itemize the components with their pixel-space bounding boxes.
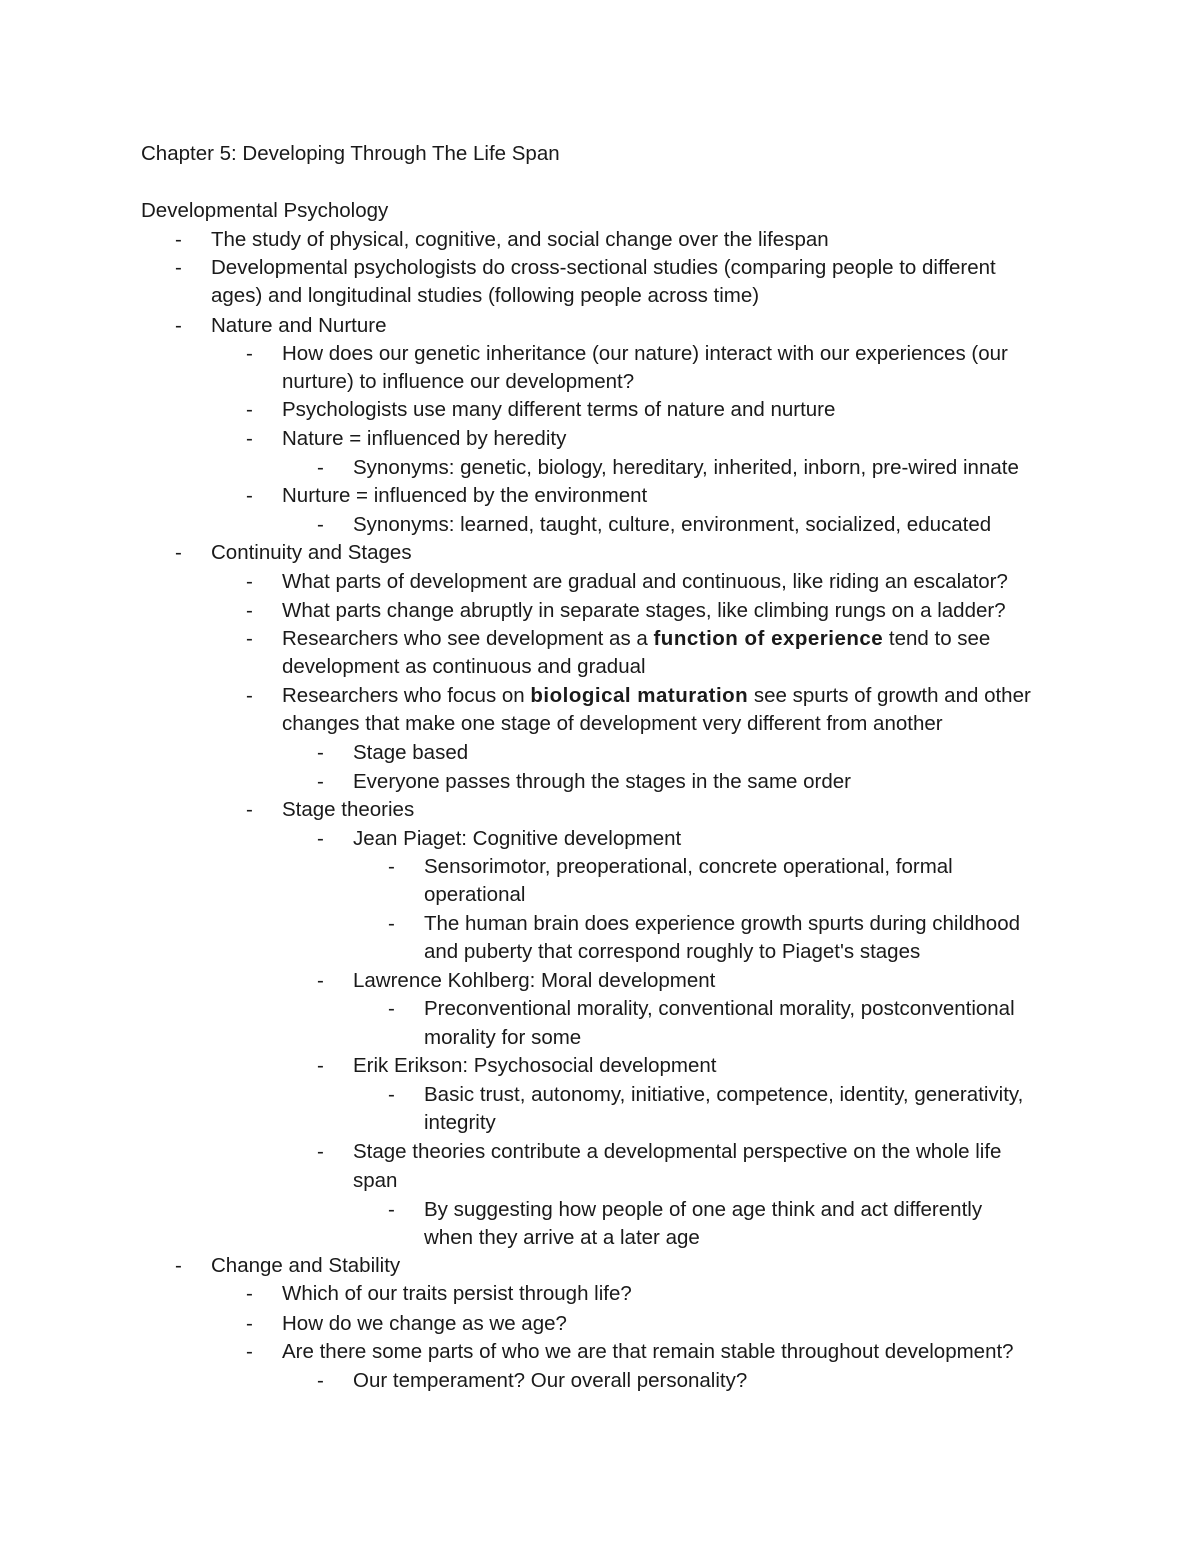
bullet-dash: - (317, 1140, 324, 1163)
text-run: Researchers who focus on (282, 684, 531, 707)
bullet-dash: - (388, 1198, 395, 1221)
bullet-dash: - (246, 1312, 253, 1335)
bullet-dash: - (317, 513, 324, 536)
bullet-dash: - (388, 997, 395, 1020)
bullet-dash: - (388, 912, 395, 935)
list-item-contribute: Stage theories contribute a developmental perspective on the whole life (353, 1140, 1002, 1163)
bullet-dash: - (317, 969, 324, 992)
bullet-dash: - (175, 228, 182, 251)
bullet-dash: - (317, 827, 324, 850)
list-item-nature-synonyms: Synonyms: genetic, biology, hereditary, inherited, inborn, pre-wired innate (353, 456, 1019, 479)
list-item-erikson: Erik Erikson: Psychosocial development (353, 1054, 717, 1077)
list-item-kohlberg: Lawrence Kohlberg: Moral development (353, 969, 716, 992)
bullet-dash: - (388, 1083, 395, 1106)
list-item-nature-equals: Nature = influenced by heredity (282, 427, 567, 450)
list-item-nurture-synonyms: Synonyms: learned, taught, culture, environment, socialized, educated (353, 513, 992, 536)
list-item-same-order: Everyone passes through the stages in the same order (353, 770, 851, 793)
list-item-piaget: Jean Piaget: Cognitive development (353, 827, 682, 850)
list-item-contribute-cont: span (353, 1169, 398, 1192)
bullet-dash: - (175, 1254, 182, 1277)
list-item-kohlberg-stages: Preconventional morality, conventional morality, postconventional (424, 997, 1015, 1020)
list-item-cross-sectional-cont: ages) and longitudinal studies (following people across time) (211, 284, 760, 307)
bullet-dash: - (175, 541, 182, 564)
bullet-dash: - (246, 627, 253, 650)
list-item-brain-growth: The human brain does experience growth spurts during childhood (424, 912, 1021, 935)
list-item-erikson-stages: Basic trust, autonomy, initiative, competence, identity, generativity, (424, 1083, 1024, 1106)
list-item-cross-sectional: Developmental psychologists do cross-sectional studies (comparing people to different (211, 256, 996, 279)
bullet-dash: - (246, 684, 253, 707)
list-item-study-definition: The study of physical, cognitive, and social change over the lifespan (211, 228, 829, 251)
bullet-dash: - (246, 1340, 253, 1363)
bullet-dash: - (317, 770, 324, 793)
list-item-nurture-equals: Nurture = influenced by the environment (282, 484, 648, 507)
bullet-dash: - (246, 1282, 253, 1305)
list-item-function-experience-cont: development as continuous and gradual (282, 655, 646, 678)
bullet-dash: - (388, 855, 395, 878)
list-item-biological-maturation-cont: changes that make one stage of development very different from another (282, 712, 943, 735)
bullet-dash: - (175, 314, 182, 337)
bullet-dash: - (246, 342, 253, 365)
list-item-stable: Are there some parts of who we are that remain stable throughout development? (282, 1340, 1014, 1363)
list-item-change-age: How do we change as we age? (282, 1312, 567, 1335)
bullet-dash: - (317, 1054, 324, 1077)
list-item-kohlberg-stages-cont: morality for some (424, 1026, 582, 1049)
text-run: tend to see (883, 627, 991, 650)
section-heading: Developmental Psychology (141, 199, 389, 222)
list-item-biological-maturation (282, 682, 1031, 710)
list-item-stage-based: Stage based (353, 741, 469, 764)
list-item-suggesting-cont: when they arrive at a later age (424, 1226, 700, 1249)
document-title: Chapter 5: Developing Through The Life Span (141, 142, 560, 165)
bullet-dash: - (246, 570, 253, 593)
bullet-dash: - (246, 398, 253, 421)
bullet-dash: - (246, 599, 253, 622)
list-item-erikson-stages-cont: integrity (424, 1111, 496, 1134)
text-run: Researchers who see development as a (282, 627, 654, 650)
list-item-gradual: What parts of development are gradual and continuous, like riding an escalator? (282, 570, 1008, 593)
list-item-how-does-cont: nurture) to influence our development? (282, 370, 635, 393)
list-item-temperament: Our temperament? Our overall personality? (353, 1369, 748, 1392)
bullet-dash: - (246, 798, 253, 821)
list-item-how-does: How does our genetic inheritance (our nature) interact with our experiences (our (282, 342, 1008, 365)
list-item-nature-nurture: Nature and Nurture (211, 314, 387, 337)
list-item-function-experience (282, 625, 990, 653)
bullet-dash: - (175, 256, 182, 279)
list-item-brain-growth-cont: and puberty that correspond roughly to Piaget's stages (424, 940, 921, 963)
bullet-dash: - (317, 741, 324, 764)
list-item-change-stability: Change and Stability (211, 1254, 401, 1277)
list-item-suggesting: By suggesting how people of one age think and act differently (424, 1198, 983, 1221)
list-item-traits: Which of our traits persist through life? (282, 1282, 632, 1305)
bold-term-function-of-experience: function of experience (653, 627, 884, 650)
list-item-stage-theories: Stage theories (282, 798, 415, 821)
text-run: see spurts of growth and other (748, 684, 1031, 707)
list-item-piaget-stages-cont: operational (424, 883, 526, 906)
bullet-dash: - (317, 456, 324, 479)
list-item-piaget-stages: Sensorimotor, preoperational, concrete operational, formal (424, 855, 953, 878)
bullet-dash: - (246, 484, 253, 507)
bold-term-biological-maturation: biological maturation (530, 684, 749, 707)
bullet-dash: - (317, 1369, 324, 1392)
list-item-psych-terms: Psychologists use many different terms of nature and nurture (282, 398, 836, 421)
list-item-abrupt: What parts change abruptly in separate stages, like climbing rungs on a ladder? (282, 599, 1006, 622)
bullet-dash: - (246, 427, 253, 450)
list-item-continuity: Continuity and Stages (211, 541, 412, 564)
